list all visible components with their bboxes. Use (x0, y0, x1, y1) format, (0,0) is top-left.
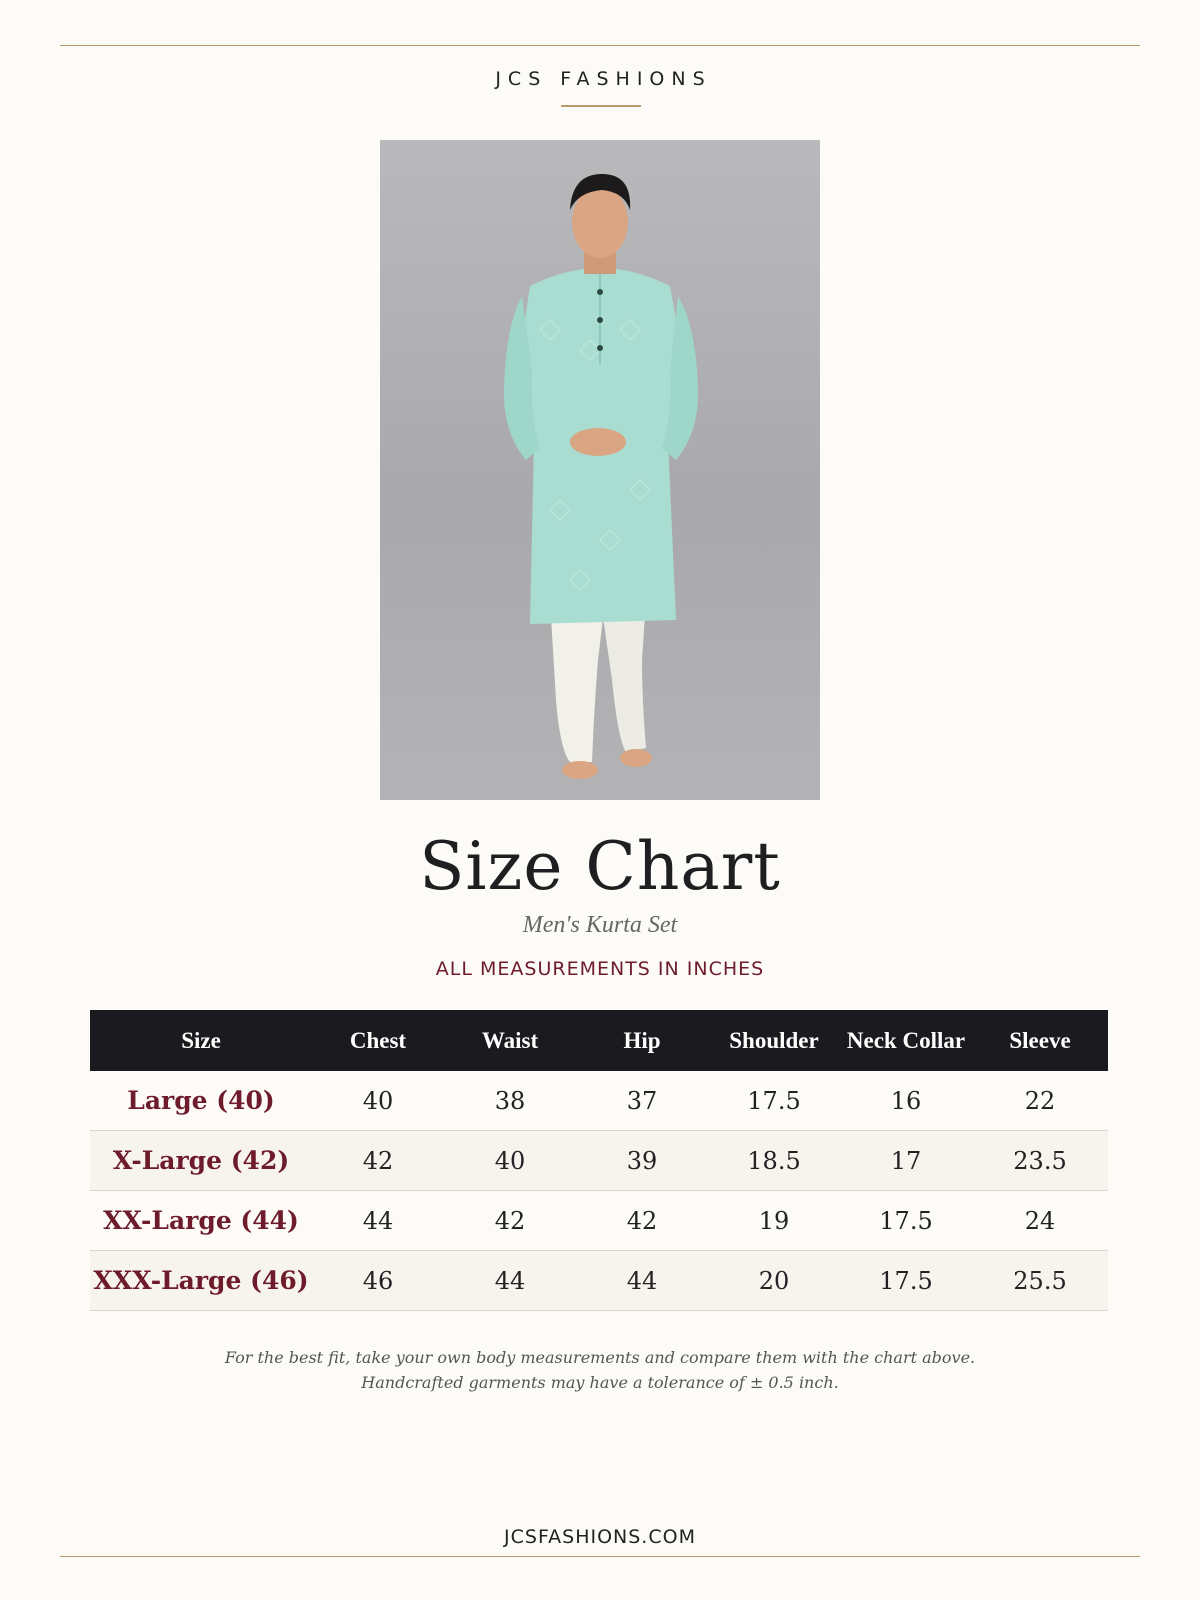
table-row (90, 1131, 1108, 1191)
shoulder-value: 20 (708, 1251, 840, 1311)
table-row (90, 1071, 1108, 1131)
waist-value: 42 (444, 1191, 576, 1251)
table-header-row (90, 1010, 1108, 1071)
size-label: XX-Large (44) (90, 1191, 312, 1251)
table-row (90, 1251, 1108, 1311)
shoulder-value: 19 (708, 1191, 840, 1251)
fit-note-line2: Handcrafted garments may have a tolerance of ± 0.5 inch. (361, 1373, 839, 1392)
hip-value: 42 (576, 1191, 708, 1251)
header-hip: Hip (576, 1010, 708, 1071)
hip-value: 39 (576, 1131, 708, 1191)
header-waist: Waist (444, 1010, 576, 1071)
chest-value: 46 (312, 1251, 444, 1311)
sleeve-value: 24 (972, 1191, 1108, 1251)
header-size: Size (90, 1010, 312, 1071)
size-chart-table (90, 1010, 1108, 1311)
waist-value: 38 (444, 1071, 576, 1131)
brand-underline (561, 105, 641, 107)
fit-note (0, 1345, 1200, 1395)
model-kurta-photo (380, 140, 820, 800)
hip-value: 44 (576, 1251, 708, 1311)
waist-value: 44 (444, 1251, 576, 1311)
neck-collar-value: 17.5 (840, 1251, 972, 1311)
bottom-divider (60, 1556, 1140, 1557)
chest-value: 44 (312, 1191, 444, 1251)
sleeve-value: 22 (972, 1071, 1108, 1131)
chest-value: 42 (312, 1131, 444, 1191)
size-label: X-Large (42) (90, 1131, 312, 1191)
header-shoulder: Shoulder (708, 1010, 840, 1071)
table-row (90, 1191, 1108, 1251)
neck-collar-value: 17.5 (840, 1191, 972, 1251)
brand-name: JCS FASHIONS (495, 68, 712, 90)
header-chest: Chest (312, 1010, 444, 1071)
header-sleeve: Sleeve (972, 1010, 1108, 1071)
sleeve-value: 25.5 (972, 1251, 1108, 1311)
page-title: Size Chart (419, 828, 781, 905)
size-label: XXX-Large (46) (90, 1251, 312, 1311)
neck-collar-value: 17 (840, 1131, 972, 1191)
header-neck-collar: Neck Collar (840, 1010, 972, 1071)
fit-note-line1: For the best fit, take your own body measurements and compare them with the chart above. (224, 1348, 976, 1367)
page-subtitle: Men's Kurta Set (522, 912, 678, 938)
website-link[interactable]: JCSFASHIONS.COM (504, 1526, 696, 1548)
waist-value: 40 (444, 1131, 576, 1191)
chest-value: 40 (312, 1071, 444, 1131)
size-label: Large (40) (90, 1071, 312, 1131)
top-divider (60, 45, 1140, 46)
neck-collar-value: 16 (840, 1071, 972, 1131)
hip-value: 37 (576, 1071, 708, 1131)
shoulder-value: 17.5 (708, 1071, 840, 1131)
units-note: ALL MEASUREMENTS IN INCHES (435, 958, 765, 980)
sleeve-value: 23.5 (972, 1131, 1108, 1191)
shoulder-value: 18.5 (708, 1131, 840, 1191)
